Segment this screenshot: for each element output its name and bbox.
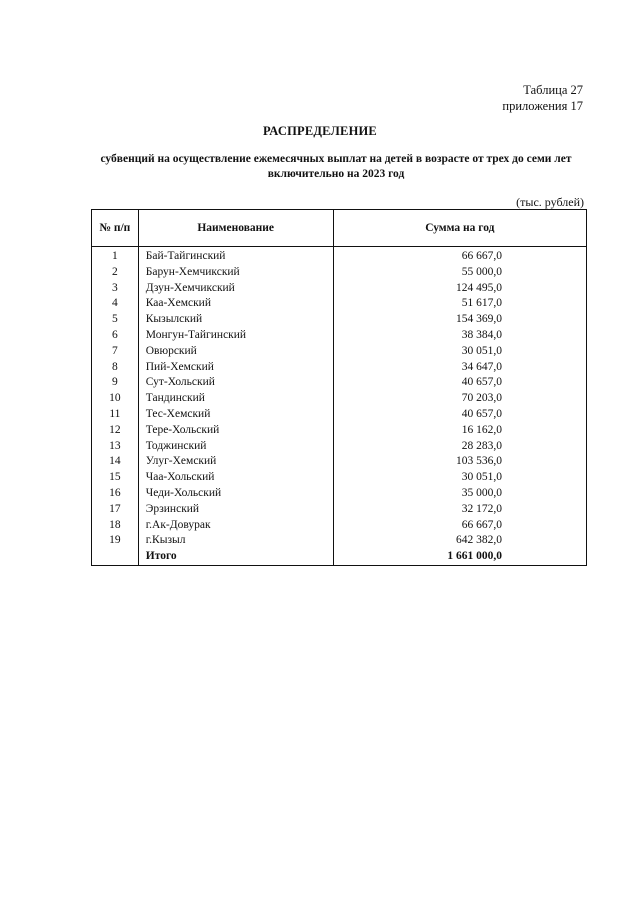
row-name: Улуг-Хемский: [138, 454, 333, 470]
row-name: Тере-Хольский: [138, 423, 333, 439]
row-sum: 40 657,0: [333, 407, 586, 423]
subtitle-line-1: субвенций на осуществление ежемесячных выплат на детей в возрасте от трех до семи лет: [100, 153, 572, 165]
row-name: Бай-Тайгинский: [138, 247, 333, 265]
row-number: 10: [92, 391, 139, 407]
total-row: [92, 549, 587, 565]
distribution-table: [91, 209, 587, 566]
document-title: РАСПРЕДЕЛЕНИЕ: [263, 124, 377, 138]
row-number: 19: [92, 533, 139, 549]
table-row: [92, 281, 587, 297]
row-number: 3: [92, 281, 139, 297]
row-number: 8: [92, 360, 139, 376]
row-sum: 124 495,0: [333, 281, 586, 297]
row-name: Монгун-Тайгинский: [138, 328, 333, 344]
table-row: [92, 518, 587, 534]
table-reference: [502, 82, 583, 114]
table-row: [92, 439, 587, 455]
table-row: [92, 423, 587, 439]
row-sum: 154 369,0: [333, 312, 586, 328]
subtitle-line-2: включительно на 2023 год: [267, 168, 405, 180]
row-sum: 642 382,0: [333, 533, 586, 549]
table-row: [92, 454, 587, 470]
row-sum: 16 162,0: [333, 423, 586, 439]
row-number: 11: [92, 407, 139, 423]
row-name: Барун-Хемчикский: [138, 265, 333, 281]
row-sum: 30 051,0: [333, 344, 586, 360]
row-sum: 34 647,0: [333, 360, 586, 376]
row-number: 6: [92, 328, 139, 344]
row-sum: 70 203,0: [333, 391, 586, 407]
table-row: [92, 486, 587, 502]
row-name: Каа-Хемский: [138, 296, 333, 312]
row-number: 18: [92, 518, 139, 534]
header-sum: Сумма на год: [333, 210, 586, 247]
row-name: Тес-Хемский: [138, 407, 333, 423]
table-row: [92, 344, 587, 360]
row-sum: 35 000,0: [333, 486, 586, 502]
table-row: [92, 312, 587, 328]
row-number: 12: [92, 423, 139, 439]
row-number: 17: [92, 502, 139, 518]
table-row: [92, 391, 587, 407]
row-sum: 66 667,0: [333, 247, 586, 265]
total-label: Итого: [138, 549, 333, 565]
row-name: Чаа-Хольский: [138, 470, 333, 486]
table-row: [92, 328, 587, 344]
row-number: 4: [92, 296, 139, 312]
row-sum: 30 051,0: [333, 470, 586, 486]
row-sum: 40 657,0: [333, 375, 586, 391]
row-name: г.Ак-Довурак: [138, 518, 333, 534]
row-sum: 55 000,0: [333, 265, 586, 281]
row-name: Кызылский: [138, 312, 333, 328]
table-row: [92, 375, 587, 391]
row-number: 14: [92, 454, 139, 470]
table-row: [92, 533, 587, 549]
table-row: [92, 470, 587, 486]
annex-number: приложения 17: [502, 99, 583, 113]
table-row: [92, 407, 587, 423]
row-number: 2: [92, 265, 139, 281]
row-sum: 32 172,0: [333, 502, 586, 518]
table-number: Таблица 27: [523, 83, 583, 97]
row-number: 15: [92, 470, 139, 486]
row-number: 7: [92, 344, 139, 360]
row-name: Тандинский: [138, 391, 333, 407]
table-row: [92, 296, 587, 312]
total-sum: 1 661 000,0: [333, 549, 586, 565]
row-name: г.Кызыл: [138, 533, 333, 549]
units-note: (тыс. рублей): [516, 195, 584, 209]
row-name: Эрзинский: [138, 502, 333, 518]
row-number: 16: [92, 486, 139, 502]
row-number: 9: [92, 375, 139, 391]
row-sum: 51 617,0: [333, 296, 586, 312]
table-row: [92, 247, 587, 265]
table-header-row: [92, 210, 587, 247]
header-name: Наименование: [138, 210, 333, 247]
row-number: 5: [92, 312, 139, 328]
row-name: Овюрский: [138, 344, 333, 360]
row-name: Чеди-Хольский: [138, 486, 333, 502]
row-name: Пий-Хемский: [138, 360, 333, 376]
row-sum: 28 283,0: [333, 439, 586, 455]
table-row: [92, 360, 587, 376]
row-number: 13: [92, 439, 139, 455]
row-sum: 66 667,0: [333, 518, 586, 534]
row-number: 1: [92, 247, 139, 265]
row-name: Сут-Хольский: [138, 375, 333, 391]
row-sum: 38 384,0: [333, 328, 586, 344]
document-subtitle: [90, 152, 582, 182]
row-name: Дзун-Хемчикский: [138, 281, 333, 297]
table-row: [92, 265, 587, 281]
table-row: [92, 502, 587, 518]
row-name: Тоджинский: [138, 439, 333, 455]
row-sum: 103 536,0: [333, 454, 586, 470]
header-num: № п/п: [92, 210, 139, 247]
total-num-cell: [92, 549, 139, 565]
